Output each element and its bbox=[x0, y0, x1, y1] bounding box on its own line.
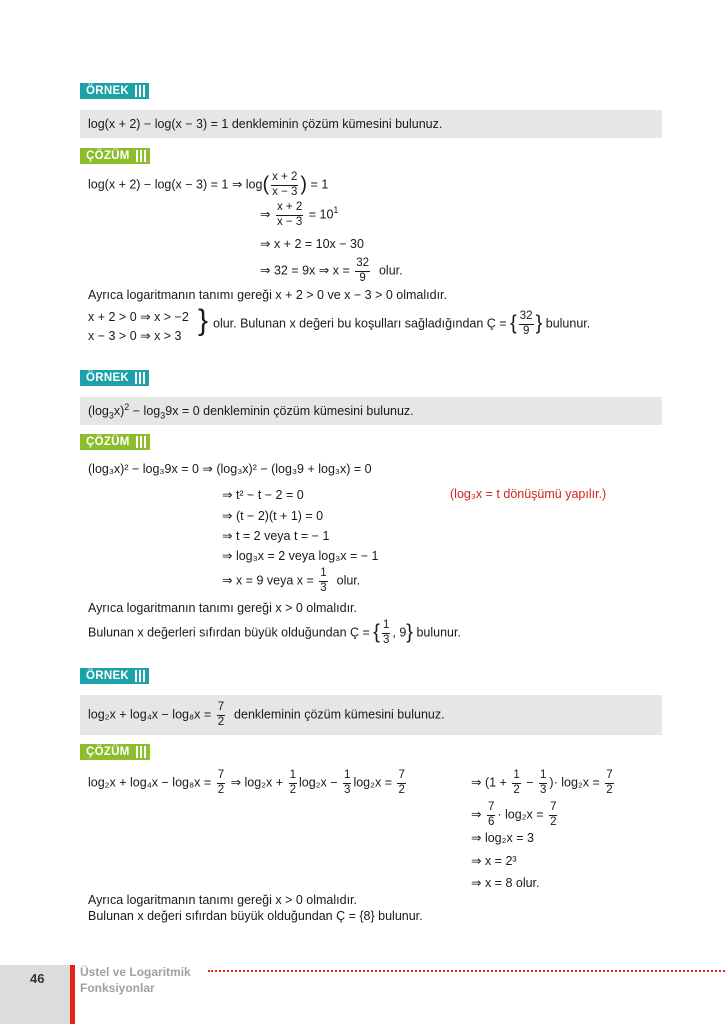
question-text: log₂x + log₄x − log₈x = $\frac{7}{2}$ denkleminin çözüm kümesini bulunuz. bbox=[88, 701, 445, 728]
question-text: $(\log_3x)^2 - \log_39x = 0$ denkleminin çözüm kümesini bulunuz. bbox=[88, 401, 414, 421]
chapter-title: Üstel ve Logaritmik Fonksiyonlar bbox=[80, 965, 191, 995]
solution-line: ⇒ (1 + $\frac{1}{2}$ − $\frac{1}{3}$ )· log₂x = $\frac{7}{2}$ bbox=[471, 769, 613, 796]
question-box bbox=[80, 695, 662, 735]
solution-line: ⇒ t² − t − 2 = 0 bbox=[222, 488, 304, 502]
solution-line: ⇒ log₃x = 2 veya log₃x = − 1 bbox=[222, 549, 379, 563]
solution-line: ⇒ $\frac{7}{6}$ · log₂x = $\frac{7}{2}$ bbox=[471, 801, 557, 828]
solution-line: ⇒ t = 2 veya t = − 1 bbox=[222, 529, 330, 543]
solution-label: ÇÖZÜM bbox=[80, 434, 150, 450]
solution-line: ⇒ x = 9 veya x = $\frac{1}{3}$ olur. bbox=[222, 567, 361, 594]
example-label: ÖRNEK bbox=[80, 370, 149, 386]
solution-line: olur. Bulunan x değeri bu koşulları sağladığından Ç = { $\frac{32}{9}$ } bulunur. bbox=[213, 310, 591, 337]
condition-list: x + 2 > 0 ⇒ x > −2 x − 3 > 0 ⇒ x > 3 bbox=[88, 310, 189, 343]
solution-line: ⇒ x = 2³ bbox=[471, 854, 517, 868]
footer-accent-bar bbox=[70, 965, 75, 1024]
solution-line: Bulunan x değeri sıfırdan büyük olduğundan Ç = {8} bulunur. bbox=[88, 909, 423, 923]
solution-line: Bulunan x değerleri sıfırdan büyük olduğundan Ç = { $\frac{1}{3}$ , 9} bulunur. bbox=[88, 619, 461, 646]
solution-line: Ayrıca logaritmanın tanımı gereği x > 0 olmalıdır. bbox=[88, 601, 357, 615]
solution-label: ÇÖZÜM bbox=[80, 744, 150, 760]
solution-line: ⇒ 32 = 9x ⇒ x = $\frac{32}{9}$ olur. bbox=[260, 257, 403, 284]
footer-divider bbox=[208, 970, 725, 972]
page-number-box bbox=[0, 965, 70, 1024]
example-label: ÖRNEK bbox=[80, 668, 149, 684]
substitution-note: (log₃x = t dönüşümü yapılır.) bbox=[450, 487, 607, 501]
solution-line: Ayrıca logaritmanın tanımı gereği x + 2 > 0 ve x − 3 > 0 olmalıdır. bbox=[88, 288, 447, 302]
solution-line: Ayrıca logaritmanın tanımı gereği x > 0 olmalıdır. bbox=[88, 893, 357, 907]
question-box bbox=[80, 110, 662, 138]
solution-line: ⇒ x = 8 olur. bbox=[471, 876, 540, 890]
question-box bbox=[80, 397, 662, 425]
page-number: 46 bbox=[30, 971, 45, 986]
brace: } bbox=[198, 304, 209, 337]
question-text: log(x + 2) − log(x − 3) = 1 denkleminin çözüm kümesini bulunuz. bbox=[88, 117, 443, 131]
solution-line: ⇒ x + 2 = 10x − 30 bbox=[260, 237, 364, 251]
example-label: ÖRNEK bbox=[80, 83, 149, 99]
solution-line: ⇒ log₂x = 3 bbox=[471, 831, 534, 845]
solution-line: ⇒ (t − 2)(t + 1) = 0 bbox=[222, 509, 324, 523]
solution-line: log(x + 2) − log(x − 3) = 1 ⇒ log( $\frac{x + 2}{x - 3}$ ) = 1 bbox=[88, 171, 329, 198]
solution-line: (log₃x)² − log₃9x = 0 ⇒ (log₃x)² − (log₃9 + log₃x) = 0 bbox=[88, 462, 372, 476]
solution-line: ⇒ $\frac{x + 2}{x - 3}$ = $10^1$ bbox=[260, 201, 339, 228]
solution-label: ÇÖZÜM bbox=[80, 148, 150, 164]
solution-line: log₂x + log₄x − log₈x = $\frac{7}{2}$ ⇒ log₂x + $\frac{1}{2}$ log₂x − $\frac{1}{3}$ log₂x = $\frac{7}{2}$ bbox=[88, 769, 405, 796]
